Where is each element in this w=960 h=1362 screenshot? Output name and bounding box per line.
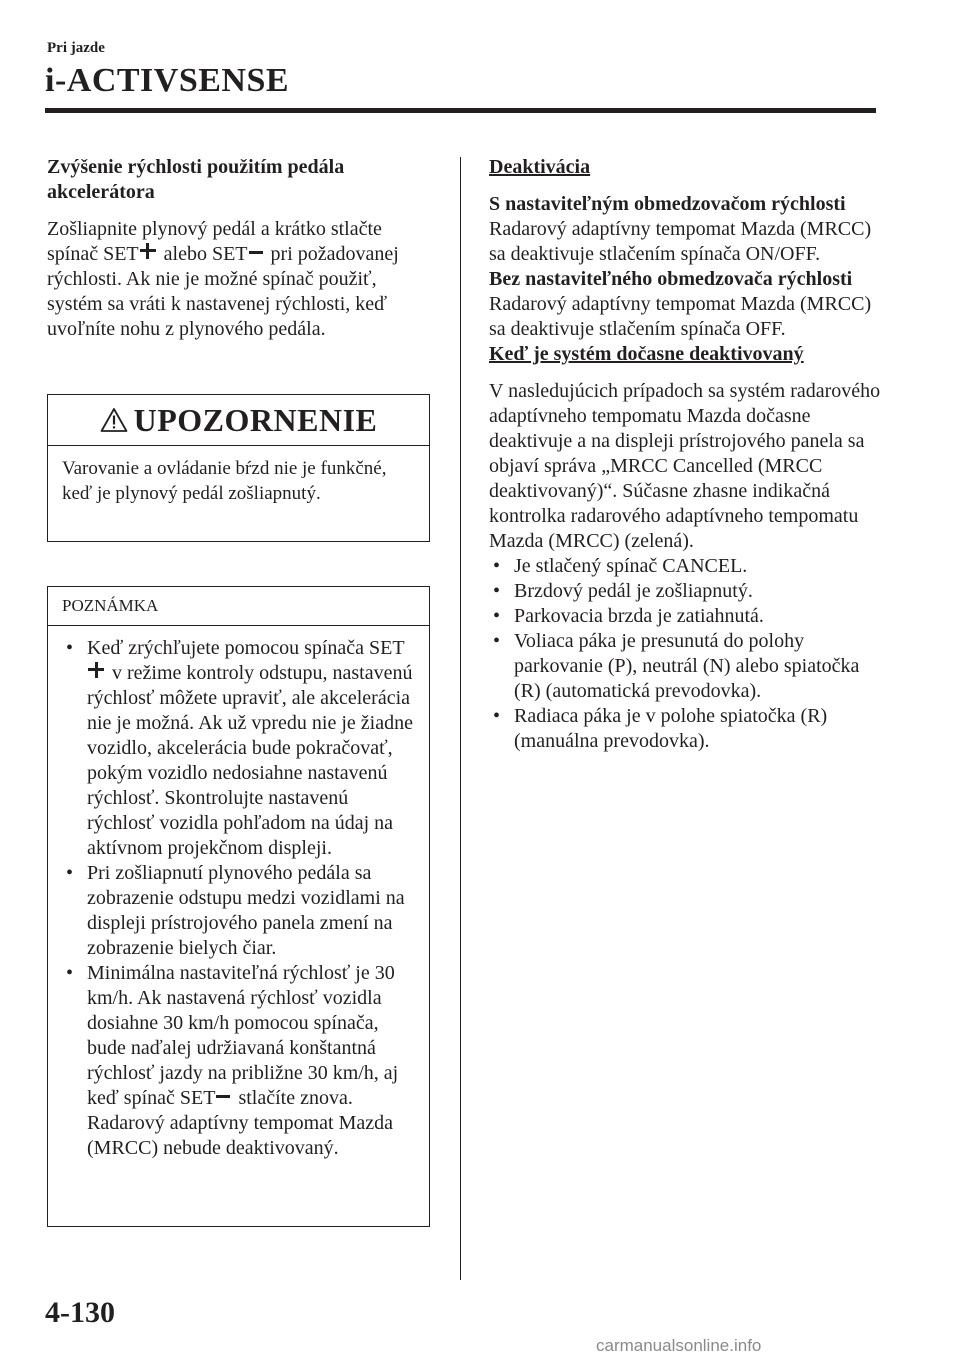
accelerator-text-c: pri požadovanej rýchlosti. Ak nie je možné spínač použiť, systém sa vráti k nastavenej rýchlosti, keď uvoľníte nohu z plynového pedála. (47, 243, 399, 340)
list-item (489, 579, 889, 604)
accelerator-paragraph (47, 217, 431, 342)
list-item (489, 629, 889, 704)
minus-icon (249, 251, 263, 254)
warning-title: UPOZORNENIE (133, 401, 378, 438)
bullet: • (66, 637, 74, 659)
condition-text: Je stlačený spínač CANCEL. (514, 555, 748, 577)
list-item (62, 861, 415, 961)
note-item-1b: v režime kontroly odstupu, nastavenú rýchlosť môžete upraviť, ale akcelerácia nie je možná. Ak už vpredu nie je žiadne vozidlo, akcelerácia bude pokračovať, pokým vozidlo nedosiahne nastavenú rýchlosť. Skontrolujte nastavenú rýchlosť vozidla pohľadom na údaj na aktívnom projekčnom displeji. (87, 662, 413, 859)
warning-header (48, 395, 429, 446)
temporary-deactivation-text: V nasledujúcich prípadoch sa systém radarového adaptívneho tempomatu Mazda dočasne deaktivuje a na displeji prístrojového panela sa objaví správa „MRCC Cancelled (MRCC deaktivovaný)“. Súčasne zhasne indikačná kontrolka radarového adaptívneho tempomatu Mazda (MRCC) (zelená). (489, 380, 881, 552)
left-column (47, 155, 431, 342)
note-item-2: Pri zošliapnutí plynového pedála sa zobrazenie odstupu medzi vozidlami na displeji prístrojového panela zmení na zobrazenie bielych čiar. (87, 862, 405, 959)
bullet: • (493, 705, 501, 727)
note-box (47, 586, 430, 1227)
list-item (489, 704, 889, 754)
condition-text: Brzdový pedál je zošliapnutý. (514, 580, 753, 602)
bullet: • (493, 555, 501, 577)
header-rule (45, 108, 876, 113)
with-limiter-heading: S nastaviteľným obmedzovačom rýchlosti (489, 193, 846, 215)
accelerator-text-a: Zošliapnite plynový pedál a krátko stlačte spínač SET (47, 218, 382, 265)
note-item-3a: Minimálna nastaviteľná rýchlosť je 30 km/h. Ak nastavená rýchlosť vozidla dosiahne 30 km/h pomocou spínača, bude naďalej udržiavaná konštantná rýchlosť jazdy na približne 30 km/h, aj keď spínač SET (87, 962, 399, 1109)
plus-icon (88, 662, 104, 678)
bullet: • (66, 862, 74, 884)
minus-icon (216, 1095, 230, 1098)
right-column (489, 155, 889, 754)
accelerator-text-b: alebo SET (158, 243, 248, 265)
bullet: • (493, 580, 501, 602)
page-number: 4-130 (45, 1296, 115, 1329)
page-title: i-ACTIVSENSE (45, 62, 290, 99)
column-divider (460, 157, 461, 1280)
note-item-3b: stlačíte znova. Radarový adaptívny tempomat Mazda (MRCC) nebude deaktivovaný. (87, 1087, 394, 1159)
bullet: • (493, 605, 501, 627)
plus-icon (140, 243, 156, 259)
list-item (62, 961, 415, 1161)
section-kicker: Pri jazde (47, 40, 105, 56)
condition-text: Radiaca páka je v polohe spiatočka (R) (manuálna prevodovka). (514, 705, 828, 752)
list-item (489, 604, 889, 629)
with-limiter-text: Radarový adaptívny tempomat Mazda (MRCC) sa deaktivuje stlačením spínača ON/OFF. (489, 218, 872, 265)
note-title: POZNÁMKA (48, 587, 429, 626)
note-list (62, 636, 415, 1161)
deactivation-heading: Deaktivácia (489, 156, 591, 178)
condition-text: Voliaca páka je presunutá do polohy parkovanie (P), neutrál (N) alebo spiatočka (R) (automatická prevodovka). (514, 630, 860, 702)
watermark: carmanualsonline.info (596, 1336, 762, 1355)
without-limiter-heading: Bez nastaviteľného obmedzovača rýchlosti (489, 268, 853, 290)
warning-box (47, 394, 430, 542)
warning-triangle-icon (100, 407, 128, 433)
accelerator-heading: Zvýšenie rýchlosti použitím pedála akcelerátora (47, 156, 345, 203)
cancel-conditions-list (489, 554, 889, 754)
warning-text: Varovanie a ovládanie bŕzd nie je funkčné, keď je plynový pedál zošliapnutý. (62, 458, 387, 504)
condition-text: Parkovacia brzda je zatiahnutá. (514, 605, 764, 627)
bullet: • (493, 630, 501, 652)
list-item (62, 636, 415, 861)
bullet: • (66, 962, 74, 984)
list-item (489, 554, 889, 579)
temporary-deactivation-heading: Keď je systém dočasne deaktivovaný (489, 343, 804, 365)
note-item-1a: Keď zrýchľujete pomocou spínača SET (87, 637, 405, 659)
without-limiter-text: Radarový adaptívny tempomat Mazda (MRCC) sa deaktivuje stlačením spínača OFF. (489, 293, 872, 340)
